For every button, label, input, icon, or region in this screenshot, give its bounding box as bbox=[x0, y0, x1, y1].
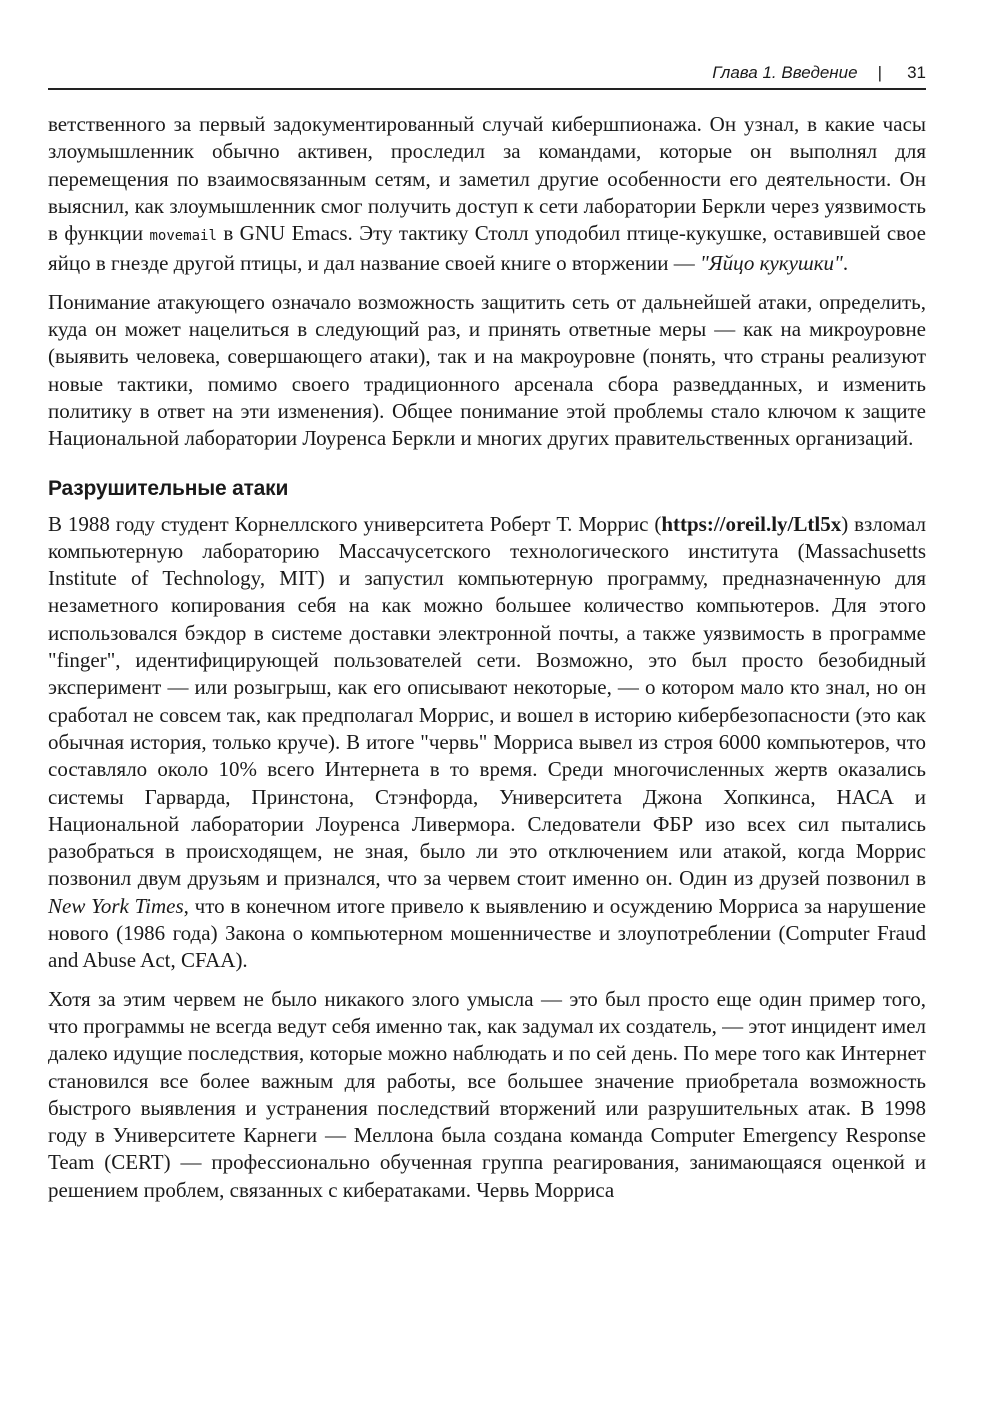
paragraph-2: Понимание атакующего означало возможность защитить сеть от дальнейшей атаки, определить, куда он может нацелиться в следующий раз, и принять ответные меры — как на микроуровне (выявить человека, совершающего атаки), так и на макроуровне (понять, что страны реализуют новые тактики, помимо своего традиционного арсенала сбора разведданных, и изменить политику в ответ на эти изменения). Общее понимание этой проблемы стало ключом к защите Национальной лаборатории Лоуренса Беркли и многих других правительственных организаций. bbox=[48, 289, 926, 451]
chapter-title: Глава 1. Введение bbox=[712, 63, 858, 82]
inline-code-movemail: movemail bbox=[149, 228, 217, 245]
paragraph-3 bbox=[48, 511, 926, 975]
page-number: 31 bbox=[907, 63, 926, 82]
book-title: "Яйцо кукушки" bbox=[699, 251, 843, 276]
paragraph-text: . bbox=[842, 251, 849, 276]
header-separator: | bbox=[877, 63, 882, 82]
publication-name: New York Times bbox=[48, 893, 184, 918]
paragraph-text: ) взломал компьютерную лабораторию Массачусетского технологического института (Massachusetts Institute of Technology, MIT) и запустил компьютерную программу, предназначенную для незаметного копирования себя на как можно большее количество компьютеров. Для этого использовался бэкдор в системе доставки электронной почты, а также уязвимость в программе "finger", идентифицирующей пользователей сети. Возможно, это был просто безобидный эксперимент — или розыгрыш, как его описывают некоторые, — о котором мало кто знал, но он сработал не совсем так, как предполагал Моррис, и вошел в историю кибербезопасности (это как обычная история, только круче). В итоге "червь" Морриса вывел из строя 6000 компьютеров, что составляло около 10% всего Интернета в то время. Среди многочисленных жертв оказались системы Гарварда, Принстона, Стэнфорда, Университета Джона Хопкинса, НАСА и Национальной лаборатории Лоуренса Ливермора. Следователи ФБР изо всех сил пытались разобраться в происходящем, не зная, было ли это отключением или атакой, когда Моррис позвонил двум друзьям и признался, что за червем стоит именно он. Один из друзей позвонил в bbox=[48, 511, 926, 891]
section-heading: Разрушительные атаки bbox=[48, 476, 289, 500]
paragraph-text: ветственного за первый задокументированный случай кибершпионажа. Он узнал, в какие часы злоумышленник обычно активен, проследил за командами, которые он выполнял для перемещения по взаимосвязанным сетям, и заметил другие особенности его деятельности. Он выяснил, как злоумышленник смог получить доступ к сети лаборатории Беркли через уязвимость в функции bbox=[48, 112, 926, 246]
paragraph-text: В 1988 году студент Корнеллского университета Роберт Т. Моррис ( bbox=[48, 511, 662, 536]
paragraph-text: , что в конечном итоге привело к выявлению и осуждению Морриса за нарушение нового (1986 года) Закона о компьютерном мошенничестве и злоупотреблении (Computer Fraud and Abuse Act, CFAA). bbox=[48, 893, 927, 973]
page-body bbox=[48, 111, 926, 1215]
reference-link[interactable]: https://oreil.ly/Ltl5x bbox=[661, 511, 842, 536]
paragraph-1 bbox=[48, 111, 926, 278]
paragraph-text: в GNU Emacs. Эту тактику Столл уподобил птице-кукушке, оставившей свое яйцо в гнезде другой птицы, и дал название своей книге о вторжении — bbox=[48, 221, 926, 276]
running-header bbox=[48, 58, 926, 90]
paragraph-4: Хотя за этим червем не было никакого злого умысла — это был просто еще один пример того, что программы не всегда ведут себя именно так, как задумал их создатель, — этот инцидент имел далеко идущие последствия, которые можно наблюдать и по сей день. По мере того как Интернет становился все более важным для работы, все большее значение приобретала возможность быстрого выявления и устранения последствий вторжений или разрушительных атак. В 1998 году в Университете Карнеги — Меллона была создана команда Computer Emergency Response Team (CERT) — профессионально обученная группа реагирования, занимающаяся оценкой и решением проблем, связанных с кибератаками. Червь Морриса bbox=[48, 986, 926, 1202]
